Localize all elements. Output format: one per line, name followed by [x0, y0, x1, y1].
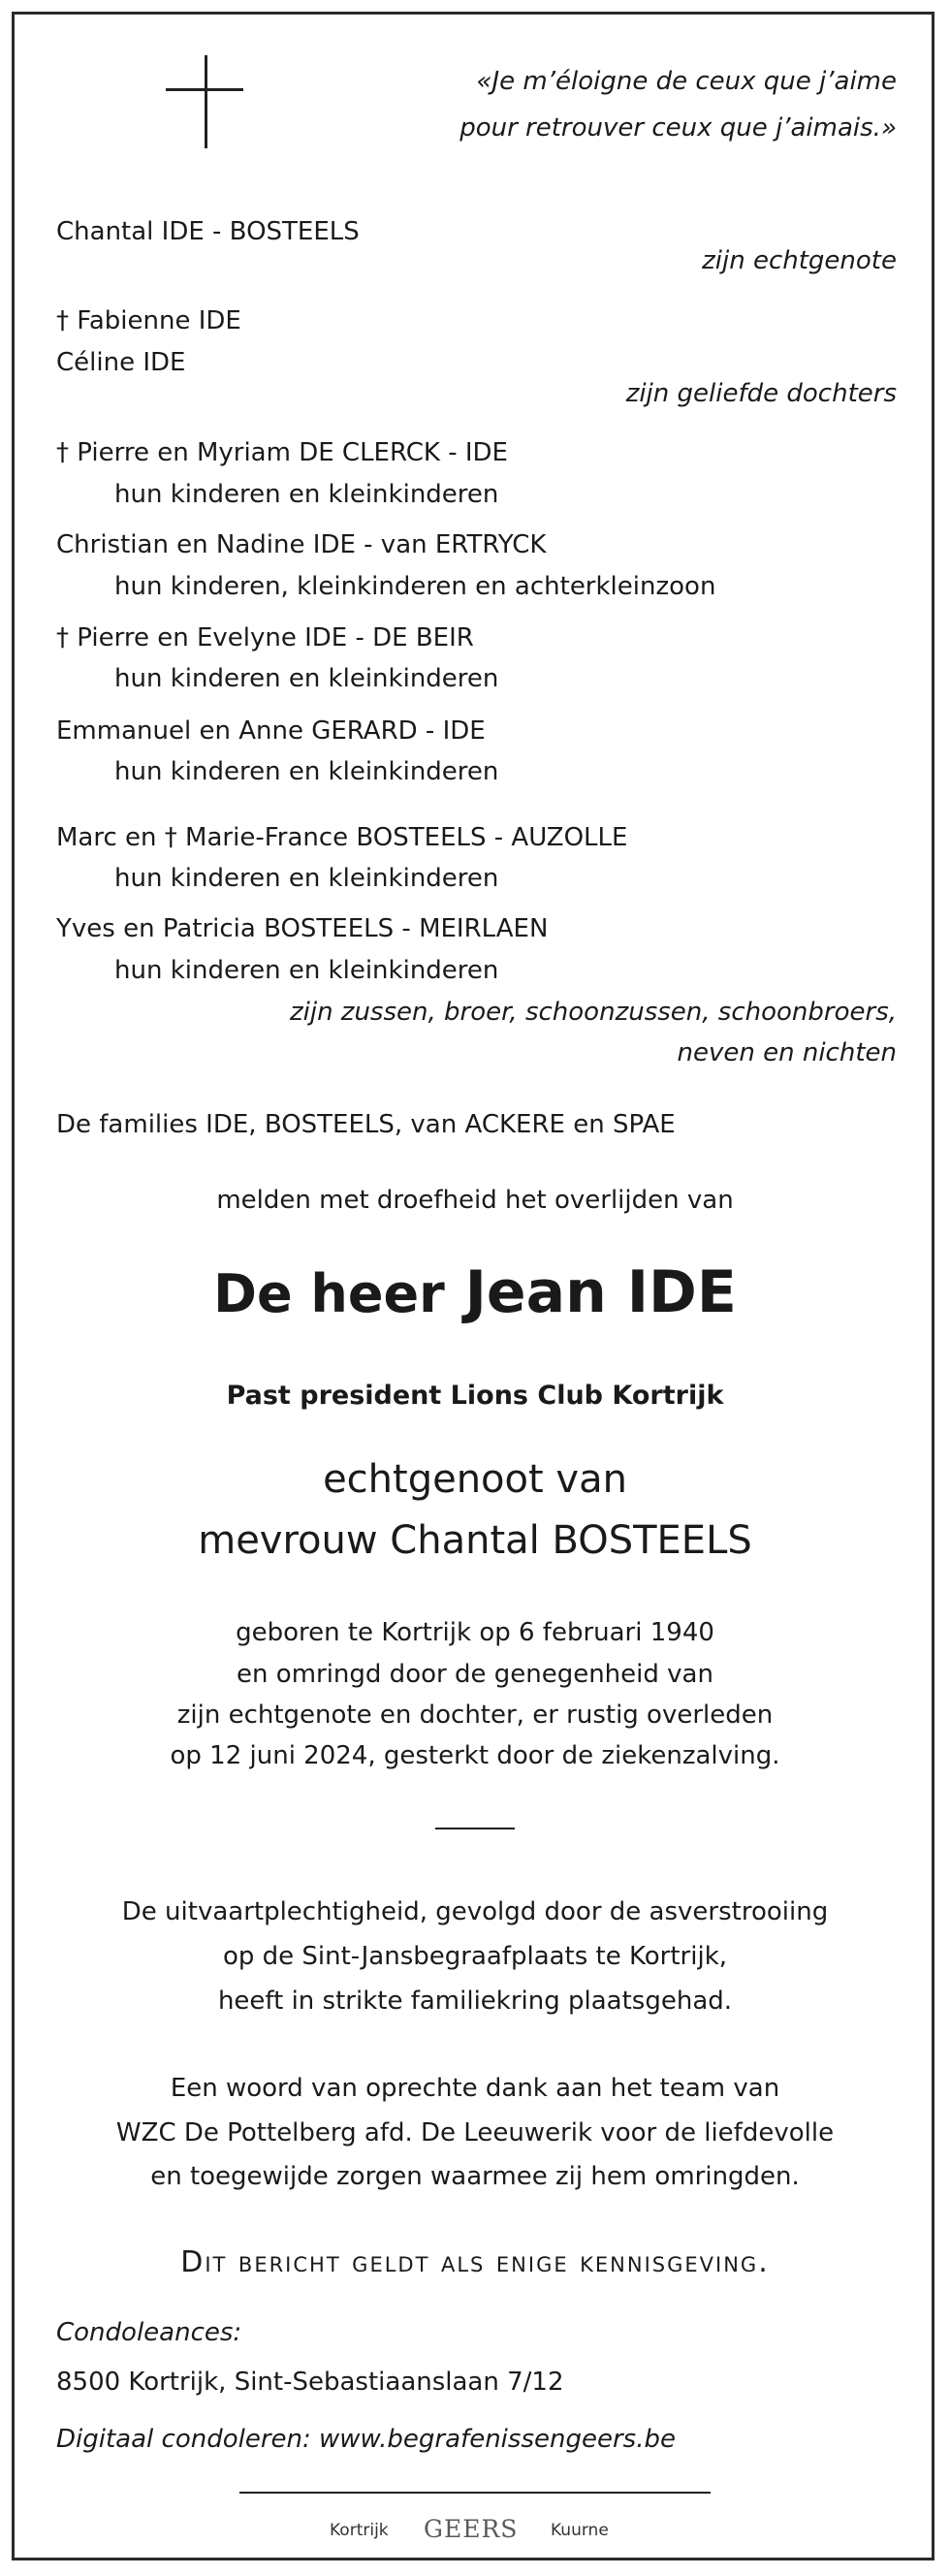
families-line: De families IDE, BOSTEELS, van ACKERE en SPAE — [56, 1110, 676, 1139]
deceased-name — [0, 1260, 950, 1324]
spouse-line-2: mevrouw Chantal BOSTEELS — [198, 1518, 752, 1563]
sibling-6: Yves en Patricia BOSTEELS - MEIRLAEN — [56, 914, 549, 943]
sibling-1: † Pierre en Myriam DE CLERCK - IDE — [56, 438, 508, 467]
quote-line-1: «Je m’éloigne de ceux que j’aime — [476, 67, 897, 96]
deceased-name-text: Jean IDE — [464, 1258, 737, 1326]
deceased-subtitle: Past president Lions Club Kortrijk — [226, 1381, 724, 1411]
born-line-2: en omringd door de genegenheid van — [237, 1660, 713, 1689]
quote-line-2: pour retrouver ceux que j’aimais.» — [459, 113, 897, 143]
footer-location-right: Kuurne — [551, 2521, 609, 2540]
thanks-line-3: en toegewijde zorgen waarmee zij hem omringden. — [150, 2162, 800, 2191]
daughter-1: † Fabienne IDE — [56, 306, 241, 335]
section-divider — [435, 1828, 515, 1829]
siblings-role-2: neven en nichten — [677, 1038, 897, 1067]
cross-icon-bar — [166, 88, 243, 91]
sibling-1-kids: hun kinderen en kleinkinderen — [114, 480, 499, 509]
born-line-1: geboren te Kortrijk op 6 februari 1940 — [236, 1618, 714, 1647]
sibling-2: Christian en Nadine IDE - van ERTRYCK — [56, 530, 547, 559]
deceased-title-prefix: De heer — [213, 1263, 445, 1324]
spouse-name: Chantal IDE - BOSTEELS — [56, 217, 360, 246]
born-line-4: op 12 juni 2024, gesterkt door de ziekenzalving. — [170, 1741, 780, 1770]
announcement-intro: melden met droefheid het overlijden van — [216, 1186, 734, 1215]
sibling-6-kids: hun kinderen en kleinkinderen — [114, 956, 499, 985]
condolences-online[interactable]: Digitaal condoleren: www.begrafenissengeers.be — [56, 2425, 676, 2454]
sibling-3-kids: hun kinderen en kleinkinderen — [114, 664, 499, 693]
sibling-4-kids: hun kinderen en kleinkinderen — [114, 757, 499, 786]
thanks-line-2: WZC De Pottelberg afd. De Leeuwerik voor de liefdevolle — [115, 2118, 835, 2147]
daughters-role: zijn geliefde dochters — [625, 379, 897, 408]
footer-location-left: Kortrijk — [330, 2521, 389, 2540]
sibling-4: Emmanuel en Anne GERARD - IDE — [56, 716, 486, 746]
thanks-line-1: Een woord van oprechte dank aan het team van — [170, 2074, 780, 2103]
spouse-role: zijn echtgenote — [702, 246, 897, 275]
sibling-5: Marc en † Marie-France BOSTEELS - AUZOLLE — [56, 823, 628, 852]
ceremony-line-3: heeft in strikte familiekring plaatsgehad. — [217, 1987, 733, 2016]
funeral-home-logo: GEERS — [424, 2515, 519, 2543]
condolences-label: Condoleances: — [56, 2318, 242, 2347]
sibling-5-kids: hun kinderen en kleinkinderen — [114, 864, 499, 893]
sibling-2-kids: hun kinderen, kleinkinderen en achterkleinzoon — [114, 572, 716, 601]
ceremony-line-2: op de Sint-Jansbegraafplaats te Kortrijk, — [222, 1942, 728, 1971]
condolences-address: 8500 Kortrijk, Sint-Sebastiaanslaan 7/12 — [56, 2368, 564, 2397]
spouse-line-1: echtgenoot van — [323, 1457, 627, 1502]
footer-divider — [239, 2492, 711, 2494]
cross-icon — [205, 55, 207, 148]
ceremony-line-1: De uitvaartplechtigheid, gevolgd door de asverstrooiing — [121, 1897, 829, 1926]
sibling-3: † Pierre en Evelyne IDE - DE BEIR — [56, 623, 474, 652]
siblings-role-1: zijn zussen, broer, schoonzussen, schoonbroers, — [289, 998, 897, 1027]
notice-line: Dit bericht geldt als enige kennisgeving. — [180, 2245, 770, 2279]
born-line-3: zijn echtgenote en dochter, er rustig overleden — [176, 1701, 774, 1730]
funeral-home-footer — [0, 2515, 950, 2544]
daughter-2: Céline IDE — [56, 348, 186, 377]
